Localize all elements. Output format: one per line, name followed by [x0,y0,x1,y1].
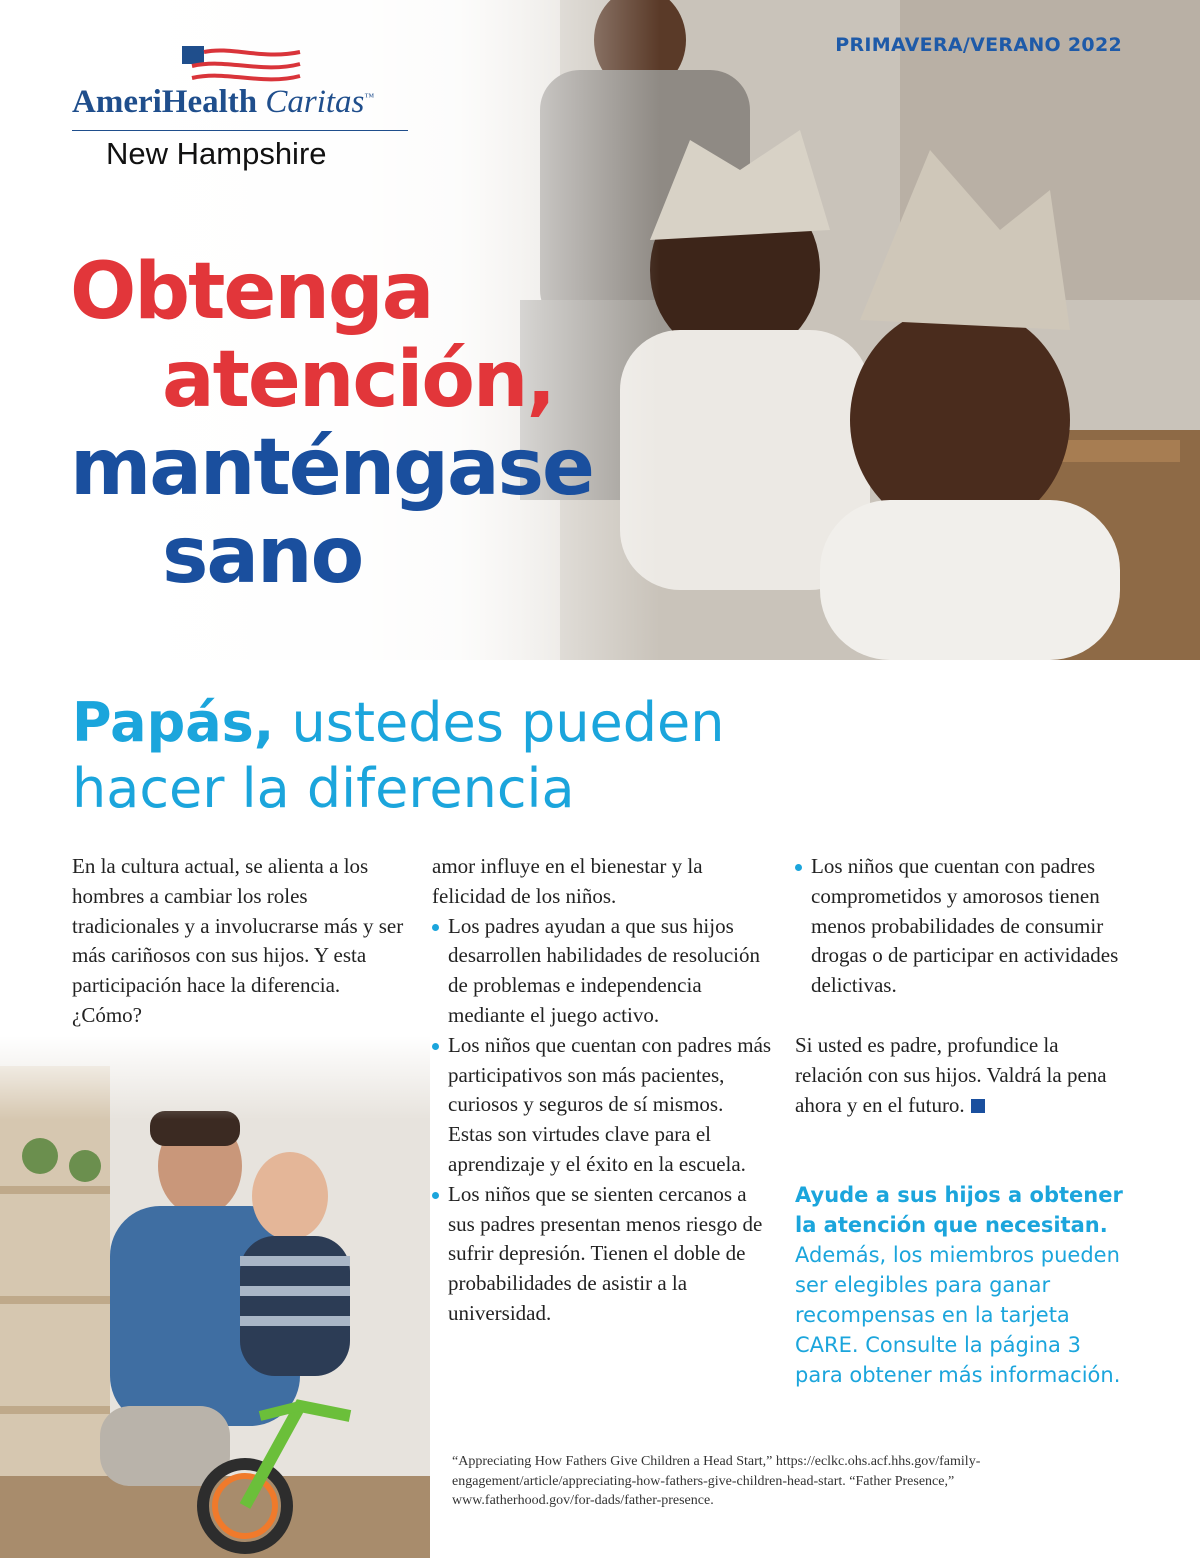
bullet-icon [795,864,802,871]
callout-body: Además, los miembros pueden ser elegibles para ganar recompensas en la tarjeta CARE. Consulte la página 3 para obtener más información. [795,1243,1121,1387]
issue-label: PRIMAVERA/VERANO 2022 [835,34,1122,56]
article-intro: En la cultura actual, se alienta a los hombres a cambiar los roles tradicionales y a involucrarse más y ser más cariñosos con sus hijos. Y esta participación hace la diferencia. ¿Cómo? [72,854,404,1027]
bullet-icon [432,1043,439,1050]
list-item: Los padres ayudan a que sus hijos desarrollen habilidades de resolución de problemas e independencia mediante el juego activo. [432,912,772,1031]
list-item: Los niños que cuentan con padres comprometidos y amorosos tienen menos probabilidades de consumir drogas o de participar en actividades delictivas. [795,852,1125,1001]
source-footnote: “Appreciating How Fathers Give Children a Head Start,” https://eclkc.ohs.acf.hhs.gov/family-engagement/article/appreciating-how-fathers-give-children-head-start. “Father Presence,” www.fatherhood.gov/for-dads/father-presence. [452,1454,981,1508]
flag-icon [182,46,302,86]
article-column-3 [795,852,1125,1120]
hero-banner [0,0,1200,660]
article-title: Papás, ustedes pueden hacer la diferencia [72,691,725,820]
headline-line-1: Obtenga [70,247,433,337]
amerihealth-logo [72,44,412,184]
headline-line-2: atención, [162,335,555,425]
cover-headline [70,248,593,600]
brand-region: New Hampshire [106,136,327,171]
bullet-icon [432,924,439,931]
bullet-icon [432,1192,439,1199]
list-item: Los niños que se sienten cercanos a sus padres presentan menos riesgo de sufrir depresión. Tienen el doble de probabilidades de asistir a la universidad. [432,1180,772,1329]
logo-divider [72,130,408,131]
headline-line-3: manténgase [70,423,593,513]
article-column-2 [432,852,772,1329]
article-closing: Si usted es padre, profundice la relación con sus hijos. Valdrá la pena ahora y en el futuro. [795,1032,1107,1117]
headline-line-4: sano [162,511,363,601]
list-item: Los niños que cuentan con padres más participativos son más pacientes, curiosos y seguros de sí mismos. Estas son virtudes clave para el aprendizaje y el éxito en la escuela. [432,1031,772,1180]
end-mark-icon [971,1099,985,1113]
rewards-callout [795,1180,1125,1390]
brand-name: AmeriHealth Caritas™ [72,84,375,120]
father-child-photo [0,1036,430,1558]
bullet-1-continued: amor influye en el bienestar y la felicidad de los niños. [432,854,703,908]
callout-heading: Ayude a sus hijos a obtener la atención que necesitan. [795,1183,1123,1237]
